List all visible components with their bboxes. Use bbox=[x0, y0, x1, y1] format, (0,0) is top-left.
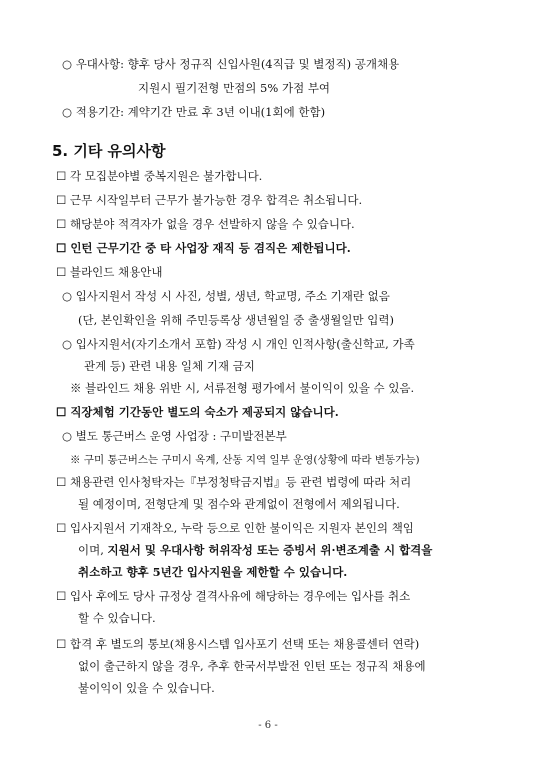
note-item-bold: ☐ 직장체험 기간동안 별도의 숙소가 제공되지 않습니다. bbox=[56, 405, 339, 419]
sub-item: ○ 별도 통근버스 운영 사업장 : 구미발전본부 bbox=[62, 429, 287, 443]
note-item: ☐ 각 모집분야별 중복지원은 불가합니다. bbox=[56, 169, 263, 183]
remark-line: ※ 구미 통근버스는 구미시 옥계, 산동 지역 일부 운영(상황에 따라 변동가능) bbox=[70, 454, 420, 466]
note-item-bold: ☐ 인턴 근무기간 중 타 사업장 재직 등 겸직은 제한됩니다. bbox=[56, 241, 351, 255]
bold-text: 지원서 및 우대사항 허위작성 또는 증빙서 위·변조계출 시 합격을 bbox=[107, 543, 433, 557]
note-item: ☐ 블라인드 채용안내 bbox=[56, 265, 163, 279]
sub-item-cont: 관계 등) 관련 내용 일체 기재 금지 bbox=[84, 359, 255, 373]
note-item-cont-bold: 취소하고 향후 5년간 입사지원을 제한할 수 있습니다. bbox=[78, 565, 348, 579]
sub-item-cont: (단, 본인확인을 위해 주민등록상 생년월일 중 출생월일만 입력) bbox=[78, 313, 394, 327]
period-line: ○ 적용기간: 계약기간 만료 후 3년 이내(1회에 한함) bbox=[62, 105, 326, 119]
note-item-cont: 될 예정이며, 전형단계 및 점수와 관계없이 전형에서 제외됩니다. bbox=[78, 497, 400, 511]
note-item-cont: 없이 출근하지 않을 경우, 추후 한국서부발전 인턴 또는 정규직 채용에 bbox=[78, 659, 426, 673]
note-item: ☐ 입사지원서 기재착오, 누락 등으로 인한 불이익은 지원자 본인의 책임 bbox=[56, 521, 414, 535]
note-item: ☐ 합격 후 별도의 통보(채용시스템 입사포기 선택 또는 채용콜센터 연락) bbox=[56, 637, 420, 651]
note-item: ☐ 해당분야 적격자가 없을 경우 선발하지 않을 수 있습니다. bbox=[56, 217, 355, 231]
note-item-cont bbox=[78, 542, 432, 558]
note-item: ☐ 채용관련 인사청탁자는『부정청탁금지법』등 관련 법령에 따라 처리 bbox=[56, 475, 412, 489]
section-heading: 5. 기타 유의사항 bbox=[52, 142, 166, 160]
remark-line: ※ 블라인드 채용 위반 시, 서류전형 평가에서 불이익이 있을 수 있음. bbox=[70, 381, 415, 395]
note-item-cont: 할 수 있습니다. bbox=[78, 611, 156, 625]
note-item: ☐ 근무 시작일부터 근무가 불가능한 경우 합격은 취소됩니다. bbox=[56, 193, 363, 207]
sub-item: ○ 입사지원서 작성 시 사진, 성별, 생년, 학교명, 주소 기재란 없음 bbox=[62, 289, 390, 303]
preference-line: ○ 우대사항: 향후 당사 정규직 신입사원(4직급 및 별정직) 공개채용 bbox=[62, 57, 400, 71]
note-item: ☐ 입사 후에도 당사 규정상 결격사유에 해당하는 경우에는 입사를 취소 bbox=[56, 589, 411, 603]
note-item-cont: 불이익이 있을 수 있습니다. bbox=[78, 681, 215, 695]
page-number: - 6 - bbox=[258, 720, 278, 731]
sub-item: ○ 입사지원서(자기소개서 포함) 작성 시 개인 인적사항(출신학교, 가족 bbox=[62, 337, 415, 351]
plain-text: 이며, bbox=[78, 543, 108, 557]
preference-line-cont: 지원시 필기전형 만점의 5% 가점 부여 bbox=[138, 81, 331, 95]
